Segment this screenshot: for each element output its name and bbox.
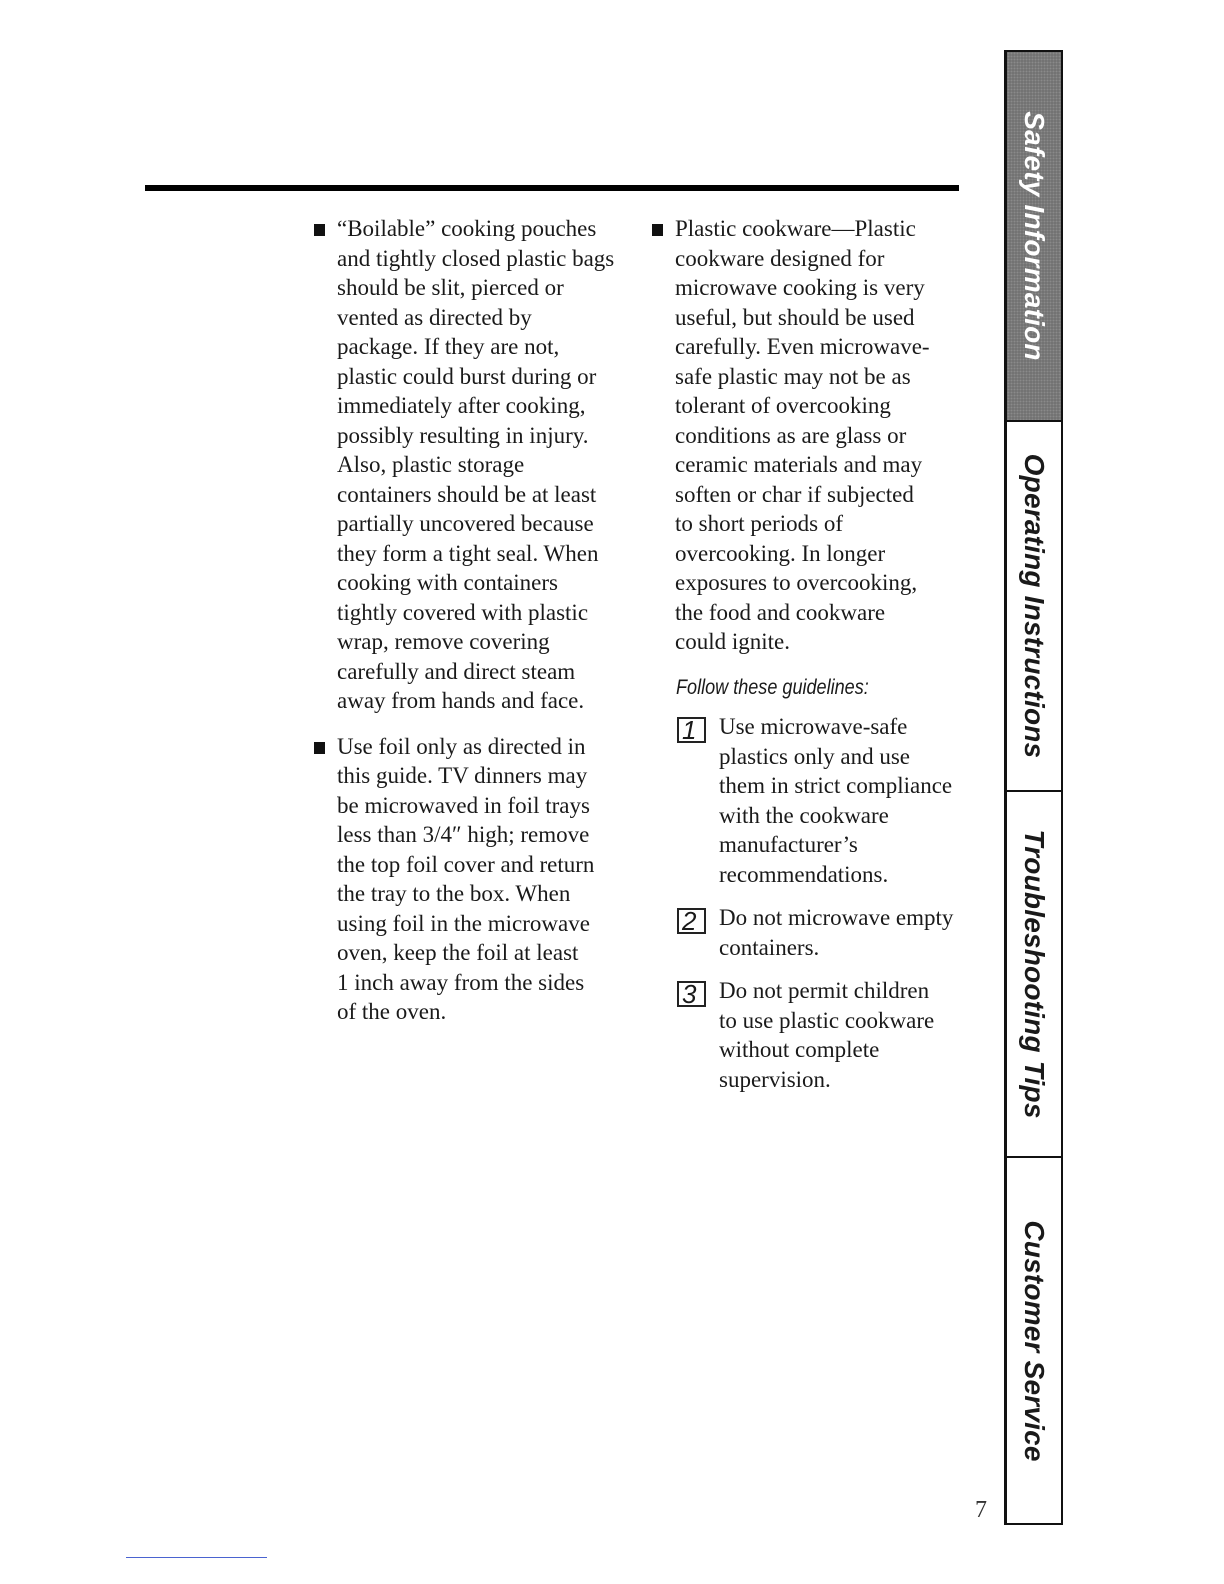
- guideline-number: 3: [682, 979, 697, 1009]
- text-line: vented as directed by: [337, 304, 532, 330]
- text-line: plastic could burst during or: [337, 363, 597, 389]
- text-line: containers should be at least: [337, 481, 597, 507]
- text-line: them in strict compliance: [719, 773, 953, 798]
- guideline-number: 1: [682, 715, 697, 745]
- square-bullet-icon: [314, 224, 325, 236]
- text-line: oven, keep the foil at least: [337, 940, 579, 965]
- text-line: of the oven.: [337, 999, 447, 1024]
- text-line: ceramic materials and may: [675, 452, 923, 477]
- text-line: the top foil cover and return: [337, 851, 595, 877]
- text-line: exposures to overcooking,: [675, 570, 918, 595]
- bullet-item-plastic-cookware: [650, 214, 955, 657]
- square-bullet-icon: [652, 224, 663, 236]
- tab-safety-information[interactable]: [1007, 52, 1061, 422]
- text-line: less than 3/4″ high; remove: [337, 822, 590, 847]
- number-box-icon: [677, 908, 706, 934]
- tab-troubleshooting-tips[interactable]: [1007, 792, 1061, 1158]
- text-line: to short periods of: [675, 511, 844, 536]
- text-line: supervision.: [719, 1066, 831, 1092]
- text-line: Use microwave-safe: [719, 714, 908, 739]
- text-line: should be slit, pierced or: [337, 275, 564, 300]
- bullet-text: [337, 732, 617, 1027]
- bullet-item-foil: [312, 732, 617, 1027]
- text-line: Do not microwave empty: [719, 905, 954, 930]
- text-line: they form a tight seal. When: [337, 540, 599, 566]
- text-line: carefully. Even microwave-: [675, 334, 930, 359]
- text-line: wrap, remove covering: [337, 629, 550, 654]
- tab-label: Troubleshooting Tips: [1019, 829, 1050, 1119]
- text-line: Do not permit children: [719, 978, 930, 1003]
- number-box-icon: [677, 981, 706, 1007]
- text-line: manufacturer’s: [719, 832, 858, 857]
- text-line: plastics only and use: [719, 743, 910, 769]
- text-line: with the cookware: [719, 802, 889, 828]
- left-column: [312, 214, 617, 1043]
- tab-label: Operating Instructions: [1019, 453, 1050, 759]
- text-line: possibly resulting in injury.: [337, 422, 589, 448]
- text-line: containers.: [719, 934, 820, 960]
- text-line: without complete: [719, 1037, 880, 1062]
- text-line: could ignite.: [675, 629, 790, 654]
- header-rule: [145, 185, 959, 191]
- number-box-icon: [677, 717, 706, 743]
- guideline-item-1: [650, 712, 955, 889]
- text-line: tightly covered with plastic: [337, 599, 589, 625]
- bullet-text: [675, 214, 955, 657]
- text-line: Also, plastic storage: [337, 452, 525, 477]
- side-tab-bar: [1004, 50, 1063, 1525]
- text-line: be microwaved in foil trays: [337, 792, 590, 818]
- text-line: safe plastic may not be as: [675, 363, 911, 389]
- text-line: the food and cookware: [675, 599, 886, 625]
- text-line: and tightly closed plastic bags: [337, 245, 615, 271]
- guideline-item-3: [650, 976, 955, 1094]
- text-line: overcooking. In longer: [675, 540, 886, 566]
- footer-link-underline: [126, 1557, 267, 1558]
- tab-customer-service[interactable]: [1007, 1158, 1061, 1523]
- text-line: to use plastic cookware: [719, 1007, 935, 1033]
- guideline-text: [719, 712, 955, 889]
- text-line: cookware designed for: [675, 245, 885, 271]
- text-line: package. If they are not,: [337, 334, 560, 359]
- square-bullet-icon: [314, 742, 325, 754]
- text-line: “Boilable” cooking pouches: [337, 216, 597, 241]
- text-line: recommendations.: [719, 861, 889, 887]
- text-line: this guide. TV dinners may: [337, 763, 588, 788]
- right-column: [650, 214, 955, 1108]
- text-line: conditions as are glass or: [675, 422, 907, 448]
- page-number: 7: [975, 1497, 987, 1523]
- text-line: 1 inch away from the sides: [337, 969, 585, 995]
- guideline-text: [719, 976, 955, 1094]
- text-line: immediately after cooking,: [337, 393, 586, 418]
- bullet-text: [337, 214, 617, 716]
- text-line: useful, but should be used: [675, 304, 915, 330]
- text-line: carefully and direct steam: [337, 658, 576, 684]
- guideline-item-2: [650, 903, 955, 962]
- text-line: away from hands and face.: [337, 688, 585, 713]
- text-line: using foil in the microwave: [337, 910, 590, 936]
- text-line: soften or char if subjected: [675, 481, 914, 507]
- text-line: partially uncovered because: [337, 511, 594, 536]
- tab-label: Safety Information: [1019, 111, 1050, 361]
- text-line: microwave cooking is very: [675, 275, 925, 300]
- text-line: tolerant of overcooking: [675, 393, 891, 418]
- guideline-text: [719, 903, 955, 962]
- tab-label: Customer Service: [1019, 1219, 1050, 1462]
- tab-operating-instructions[interactable]: [1007, 422, 1061, 792]
- text-line: Use foil only as directed in: [337, 733, 586, 759]
- bullet-item-boilable-pouches: [312, 214, 617, 716]
- text-line: Plastic cookware—Plastic: [675, 216, 916, 241]
- guidelines-heading: Follow these guidelines:: [676, 675, 869, 699]
- text-line: cooking with containers: [337, 570, 559, 595]
- guideline-number: 2: [682, 906, 697, 936]
- text-line: the tray to the box. When: [337, 881, 571, 906]
